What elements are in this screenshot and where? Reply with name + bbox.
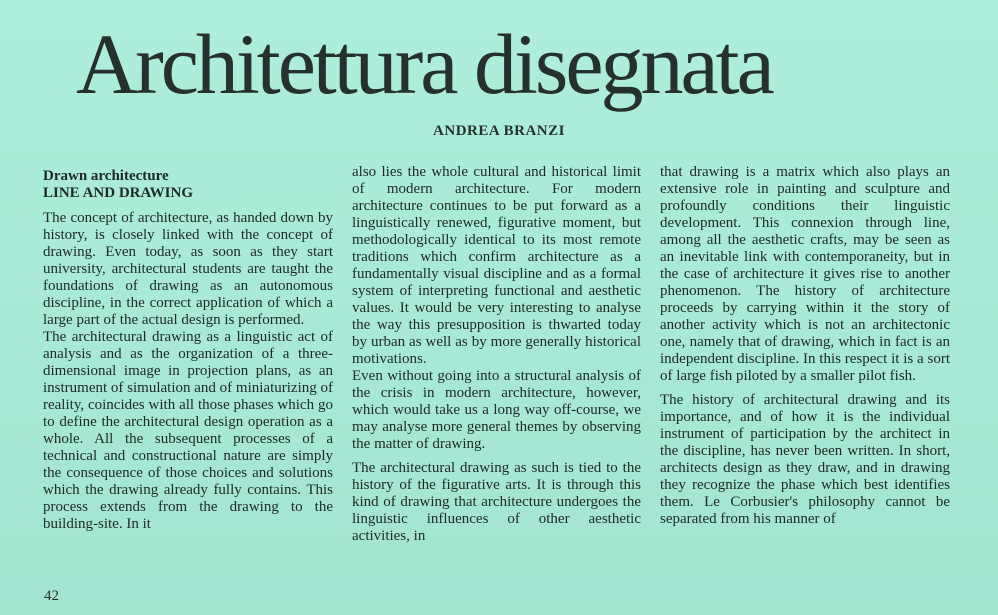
paragraph: also lies the whole cultural and historical limit of modern architecture. For modern architecture continues to be put forward as a linguistically renewed, figurative moment, but methodologically identical to its most remote traditions which confirm architecture as a fundamentally visual discipline and as a formal system of interpreting functional and aesthetic values. It would be very interesting to analyse the way this presupposition is thwarted today by urban as well as by more generally historical motivations. bbox=[352, 164, 641, 367]
paragraph: The architectural drawing as such is tied to the history of the figurative arts. It is through this kind of drawing that architecture undergoes the linguistic influences of other aesthetic activities, in bbox=[352, 460, 641, 544]
paragraph: The architectural drawing as a linguistic act of analysis and as the organization of a three-dimensional image in projection plans, as an instrument of simulation and of miniaturizing of reality, coincides with all those phases which go to define the architectural design operation as a whole. All the subsequent processes of a technical and constructional nature are simply the consequence of those choices and solutions which the drawing already fully contains. This process extends from the drawing to the building-site. In it bbox=[43, 329, 333, 532]
text-column-1 bbox=[43, 164, 333, 540]
text-column-2 bbox=[352, 164, 641, 552]
section-kicker: Drawn architecture bbox=[43, 168, 169, 184]
paragraph: that drawing is a matrix which also plays an extensive role in painting and sculpture and profoundly conditions their linguistic development. This connexion through line, among all the aesthetic crafts, may be seen as an inevitable link with contemporaneity, but in the case of architecture it gives rise to another phenomenon. The history of architecture proceeds by carrying within it the story of another activity which is not an architectonic one, namely that of drawing, which in fact is an independent discipline. In this respect it is a sort of large fish piloted by a smaller pilot fish. bbox=[660, 164, 950, 384]
section-heading: LINE AND DRAWING bbox=[43, 185, 194, 201]
article-author: ANDREA BRANZI bbox=[433, 123, 565, 139]
page-number: 42 bbox=[44, 588, 59, 604]
paragraph: Even without going into a structural analysis of the crisis in modern architecture, however, which would take us a long way off-course, we may analyse more general themes by observing the matter of drawing. bbox=[352, 368, 641, 452]
article-title: Architettura disegnata bbox=[76, 16, 772, 112]
paragraph: The history of architectural drawing and its importance, and of how it is the individual instrument of participation by the architect in the discipline, has never been written. In short, architects design as they draw, and in drawing they recognize the phase which best identifies them. Le Corbusier's philosophy cannot be separated from his manner of bbox=[660, 392, 950, 527]
text-column-3 bbox=[660, 164, 950, 535]
paragraph: The concept of architecture, as handed down by history, is closely linked with the concept of drawing. Even today, as soon as they start university, architectural students are taught the foundations of drawing as an autonomous discipline, in the correct application of which a large part of the actual design is performed. bbox=[43, 210, 333, 328]
